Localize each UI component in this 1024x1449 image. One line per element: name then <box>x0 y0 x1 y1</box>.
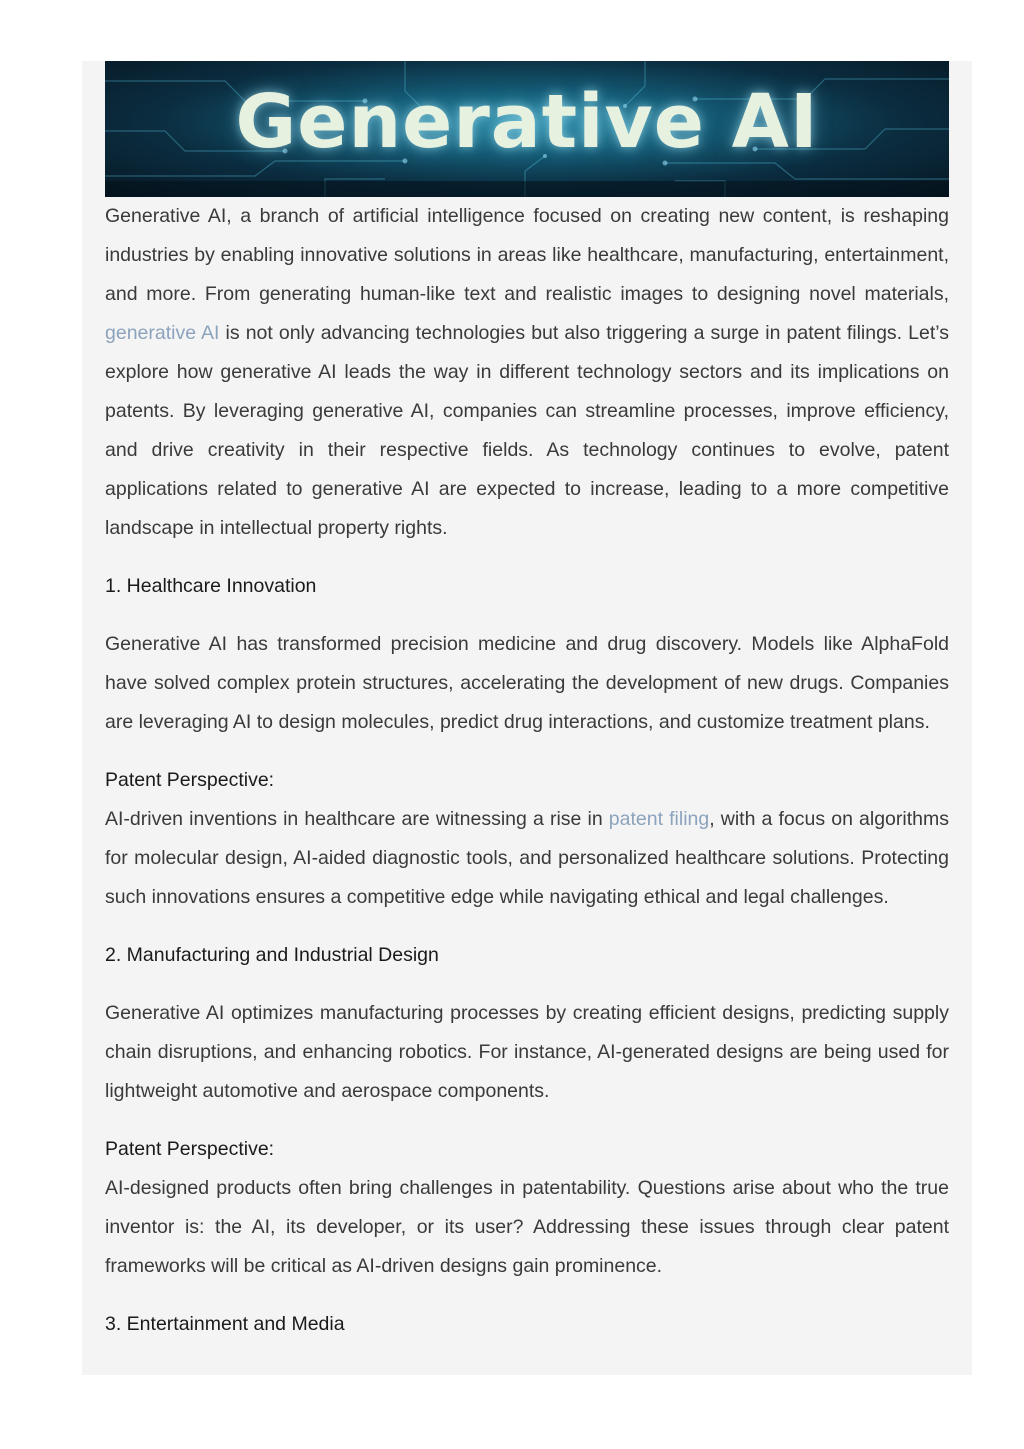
section-heading-manufacturing: 2. Manufacturing and Industrial Design <box>105 944 439 966</box>
intro-paragraph <box>105 197 949 548</box>
patent-perspective-label: Patent Perspective: <box>105 1138 275 1160</box>
section-heading-entertainment: 3. Entertainment and Media <box>105 1313 345 1335</box>
section-heading-healthcare: 1. Healthcare Innovation <box>105 575 317 597</box>
hero-banner-image <box>105 61 949 197</box>
hero-title: Generative AI <box>235 79 819 165</box>
section-body-manufacturing: Generative AI optimizes manufacturing processes by creating efficient designs, predicting supply chain disruptions, and enhancing robotics. For instance, AI-generated designs are being used for lightweight automotive and aerospace components. <box>105 1002 949 1102</box>
generative-ai-link[interactable]: generative AI <box>105 322 220 344</box>
intro-text-after-link: is not only advancing technologies but also triggering a surge in patent filings. Let’s explore how generative AI leads the way in different technology sectors and its implications on patents. By leveraging generative AI, companies can streamline processes, improve efficiency, and drive creativity in their respective fields. As technology continues to evolve, patent applications related to generative AI are expected to increase, leading to a more competitive landscape in intellectual property rights. <box>105 322 949 539</box>
section-body-healthcare: Generative AI has transformed precision medicine and drug discovery. Models like AlphaFold have solved complex protein structures, accelerating the development of new drugs. Companies are leveraging AI to design molecules, predict drug interactions, and customize treatment plans. <box>105 633 949 733</box>
patent-perspective-manufacturing: AI-designed products often bring challenges in patentability. Questions arise about who the true inventor is: the AI, its developer, or its user? Addressing these issues through clear patent frameworks will be critical as AI-driven designs gain prominence. <box>105 1177 949 1277</box>
patent-perspective-label: Patent Perspective: <box>105 769 275 791</box>
perspective-text-before-link: AI-driven inventions in healthcare are witnessing a rise in <box>105 808 609 830</box>
perspective-text-after-link: , with a focus on algorithms for molecular design, AI-aided diagnostic tools, and personalized healthcare solutions. Protecting such innovations ensures a competitive edge while navigating ethical and legal challenges. <box>105 808 949 908</box>
article-container <box>82 61 972 1375</box>
patent-filing-link[interactable]: patent filing <box>608 808 710 830</box>
intro-text-before-link: Generative AI, a branch of artificial intelligence focused on creating new content, is reshaping industries by enabling innovative solutions in areas like healthcare, manufacturing, entertainment, and more. From generating human-like text and realistic images to designing novel materials, <box>105 205 949 305</box>
patent-perspective-healthcare <box>105 800 949 917</box>
